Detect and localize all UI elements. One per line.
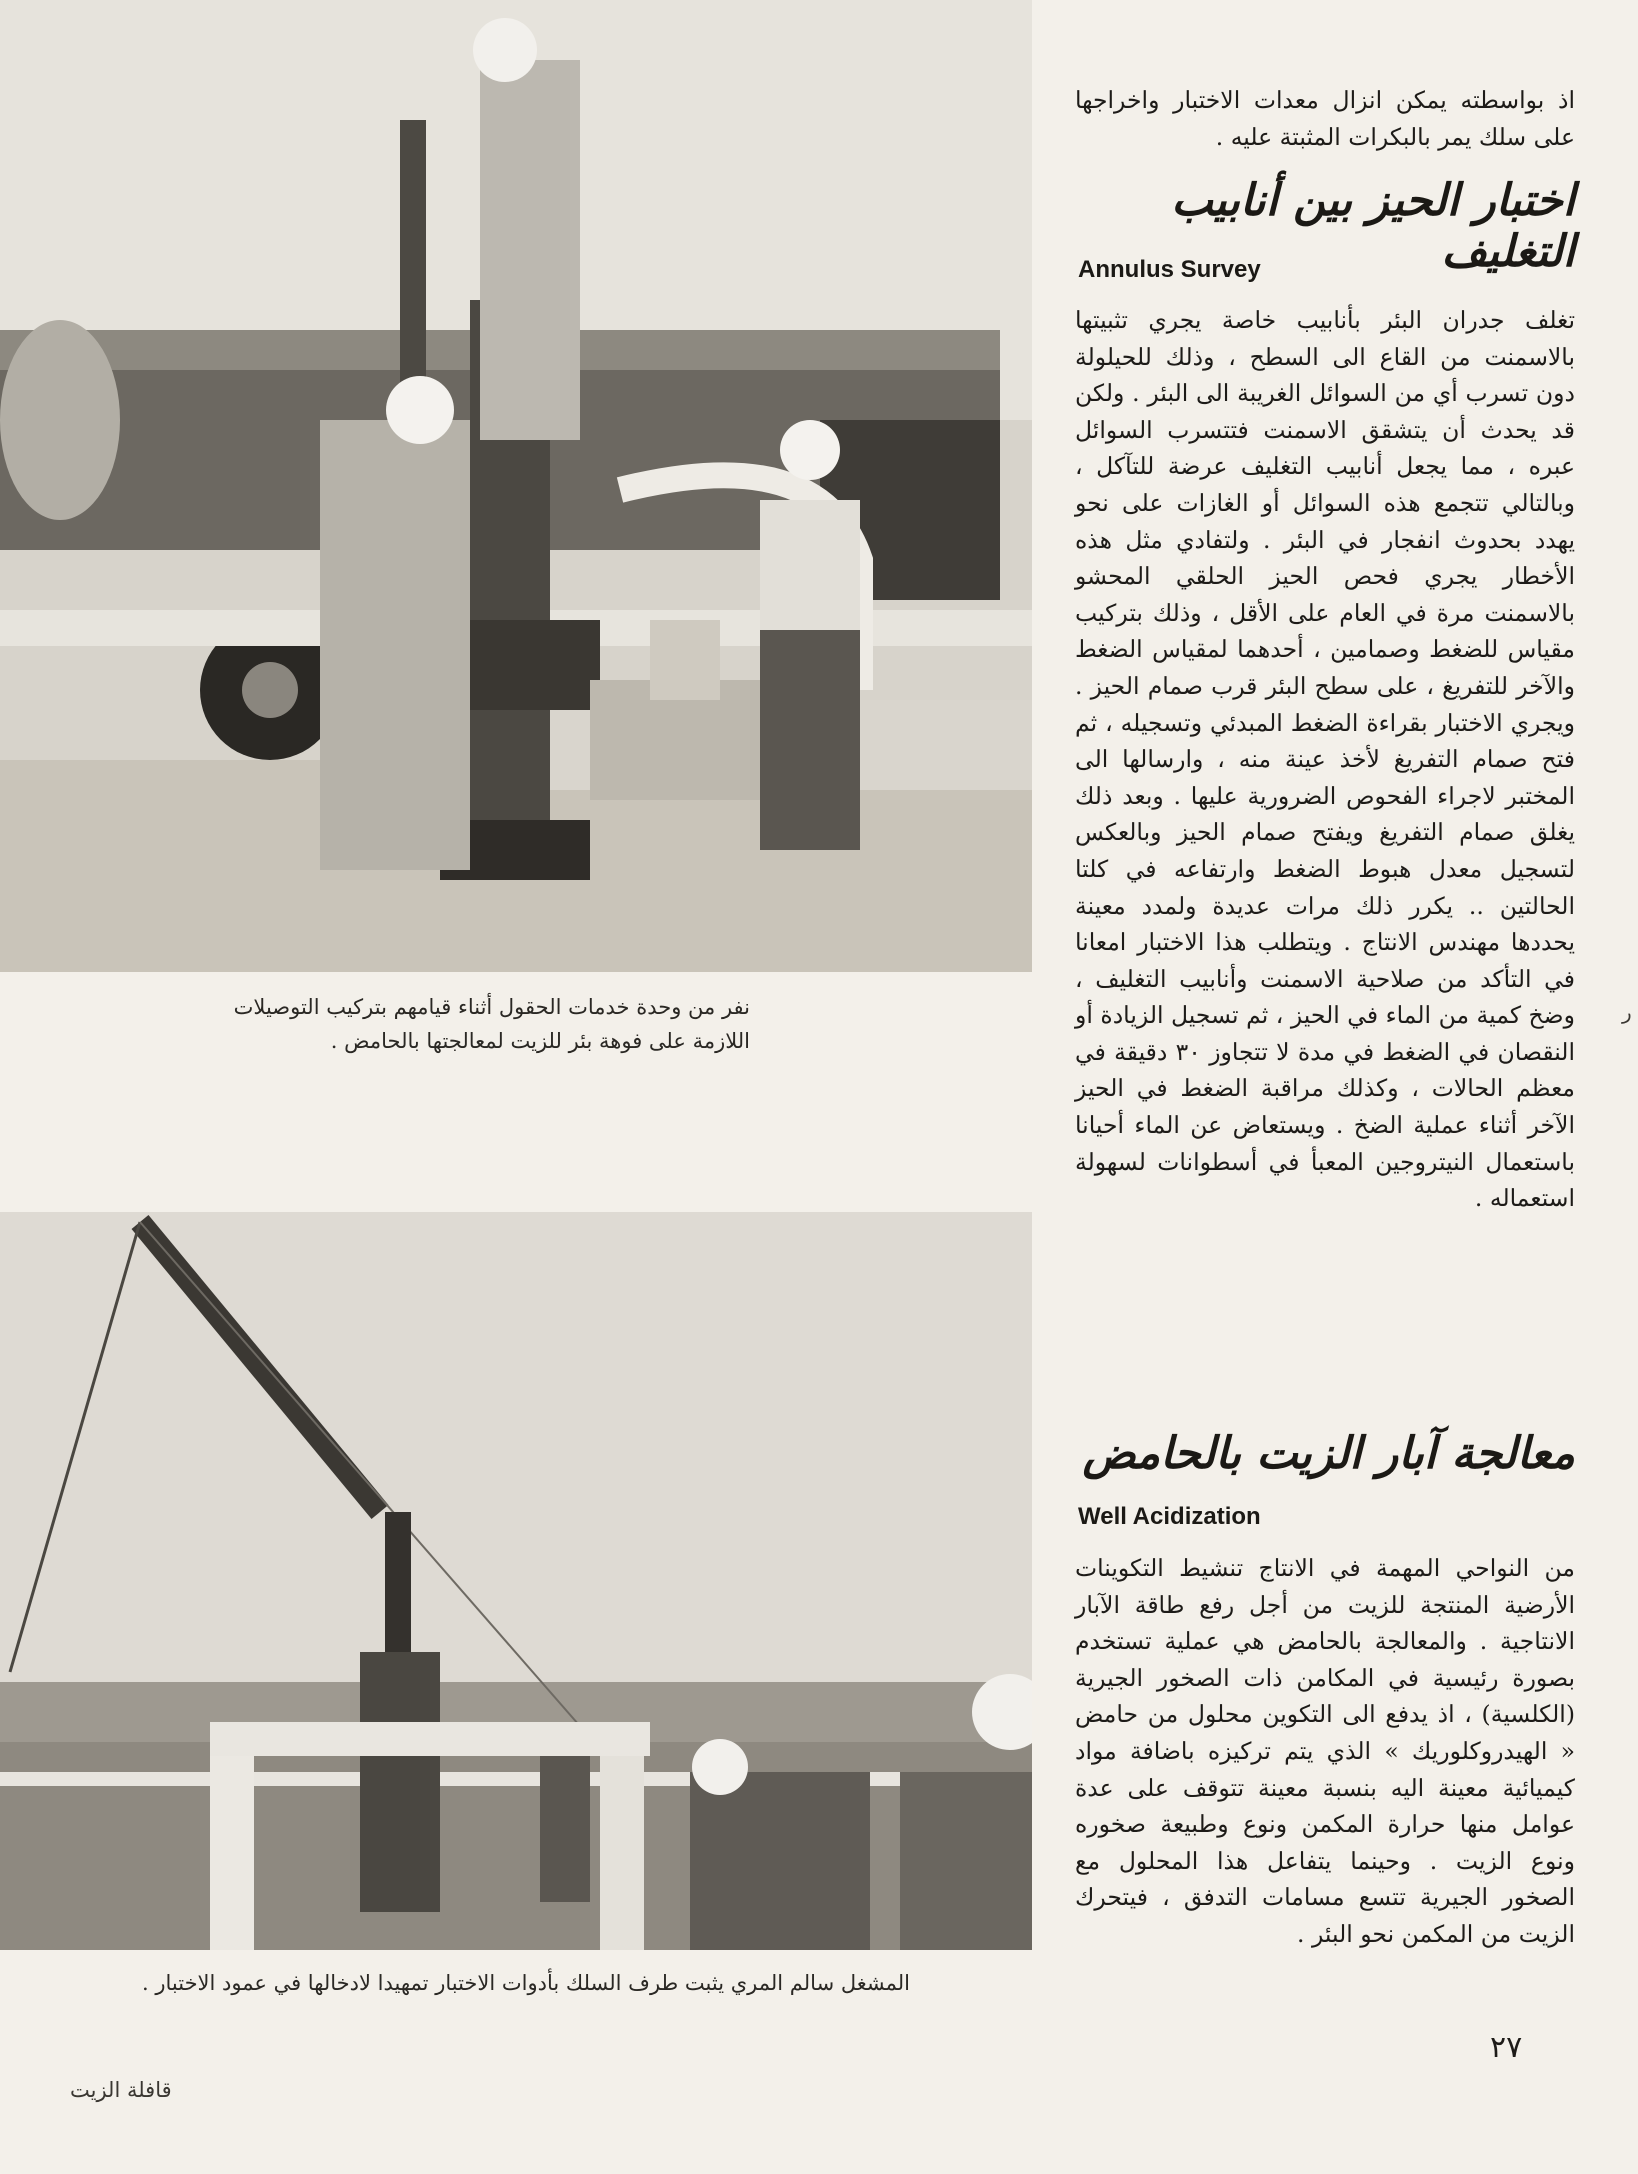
intro-paragraph: اذ بواسطته يمكن انزال معدات الاختبار واخراجها على سلك يمر بالبكرات المثبتة عليه . [1075, 86, 1575, 151]
section1-paragraph: تغلف جدران البئر بأنابيب خاصة يجري تثبيتها بالاسمنت من القاع الى السطح ، وذلك للحيلولة دون تسرب أي من السوائل الغريبة الى البئر . ولكن قد يحدث أن يتشقق الاسمنت فتتسرب السوائل عبره ، مما يجعل أنابيب التغليف عرضة للتآكل ، وبالتالي تتجمع هذه السوائل أو الغازات على نحو يهدد بحدوث انفجار في البئر . ولتفادي مثل هذه الأخطار يجري فحص الحيز الحلقي المحشو بالاسمنت مرة في العام على الأقل ، وذلك بتركيب مقياس للضغط وصمامين ، أحدهما لمقياس الضغط والآخر للتفريغ ، على سطح البئر قرب صمام الحيز . ويجري الاختبار بقراءة الضغط المبدئي وتسجيله ، ثم فتح صمام التفريغ لأخذ عينة منه ، وارسالها الى المختبر لاجراء الفحوص الضرورية عليها . وبعد ذلك يغلق صمام التفريغ ويفتح صمام الحيز وبالعكس لتسجيل معدل هبوط الضغط وارتفاعه في كلتا الحالتين .. يكرر ذلك مرات عديدة ولمدد معينة يحددها مهندس الانتاج . ويتطلب هذا الاختبار امعانا في التأكد من صلاحية الاسمنت وأنابيب التغليف ، وضخ كمية من الماء في الحيز ، ثم تسجيل الزيادة أو النقصان في الضغط في مدة لا تتجاوز ٣٠ دقيقة في معظم الحالات ، وكذلك مراقبة الضغط في الحيز الآخر أثناء عملية الضخ . ويستعاض عن الماء أحيانا باستعمال النيتروجين المعبأ في أسطوانات لسهولة استعماله . [1075, 306, 1576, 1213]
page-number: ٢٧ [1490, 2030, 1523, 2065]
caption-top-photo: نفر من وحدة خدمات الحقول أثناء قيامهم بتركيب التوصيلات اللازمة على فوهة بئر للزيت لمعالجتها بالحامض . [233, 995, 750, 1053]
margin-mark: ر [1622, 1000, 1632, 1024]
magazine-name: قافلة الزيت [70, 2078, 172, 2102]
caption-bottom-photo: المشغل سالم المري يثبت طرف السلك بأدوات الاختبار تمهيدا لادخالها في عمود الاختبار . [142, 1971, 910, 1995]
section2-body [1075, 1550, 1575, 1953]
section2-paragraph: من النواحي المهمة في الانتاج تنشيط التكوينات الأرضية المنتجة للزيت من أجل رفع طاقة الآبار الانتاجية . والمعالجة بالحامض هي عملية تستخدم بصورة رئيسية في المكامن ذات الصخور الجيرية (الكلسية) ، اذ يدفع الى التكوين محلول من حامض « الهيدروكلوريك » الذي يتم تركيزه باضافة مواد كيميائية معينة اليه بنسبة معينة تتوقف على عدة عوامل منها حرارة المكمن ونوع وطبيعة صخوره ونوع الزيت . وحينما يتفاعل هذا المحلول مع الصخور الجيرية تتسع مسامات التدفق ، فيتحرك الزيت من المكمن نحو البئر . [1075, 1554, 1575, 1948]
photo-wellhead-crew [0, 0, 1032, 972]
article-intro [1075, 82, 1575, 155]
photo-wellhead-crew-drawing [0, 0, 1032, 972]
section2-title-arabic: معالجة آبار الزيت بالحامض [1082, 1428, 1575, 1479]
section1-title-english: Annulus Survey [1078, 256, 1261, 283]
section2-title-english: Well Acidization [1078, 1503, 1261, 1530]
section1-title-arabic: اختبار الحيز بين أنابيب التغليف [1171, 175, 1575, 277]
photo-wireline-operator-drawing [0, 1212, 1032, 1950]
photo-wireline-operator [0, 1212, 1032, 1950]
section1-body [1075, 302, 1575, 1217]
